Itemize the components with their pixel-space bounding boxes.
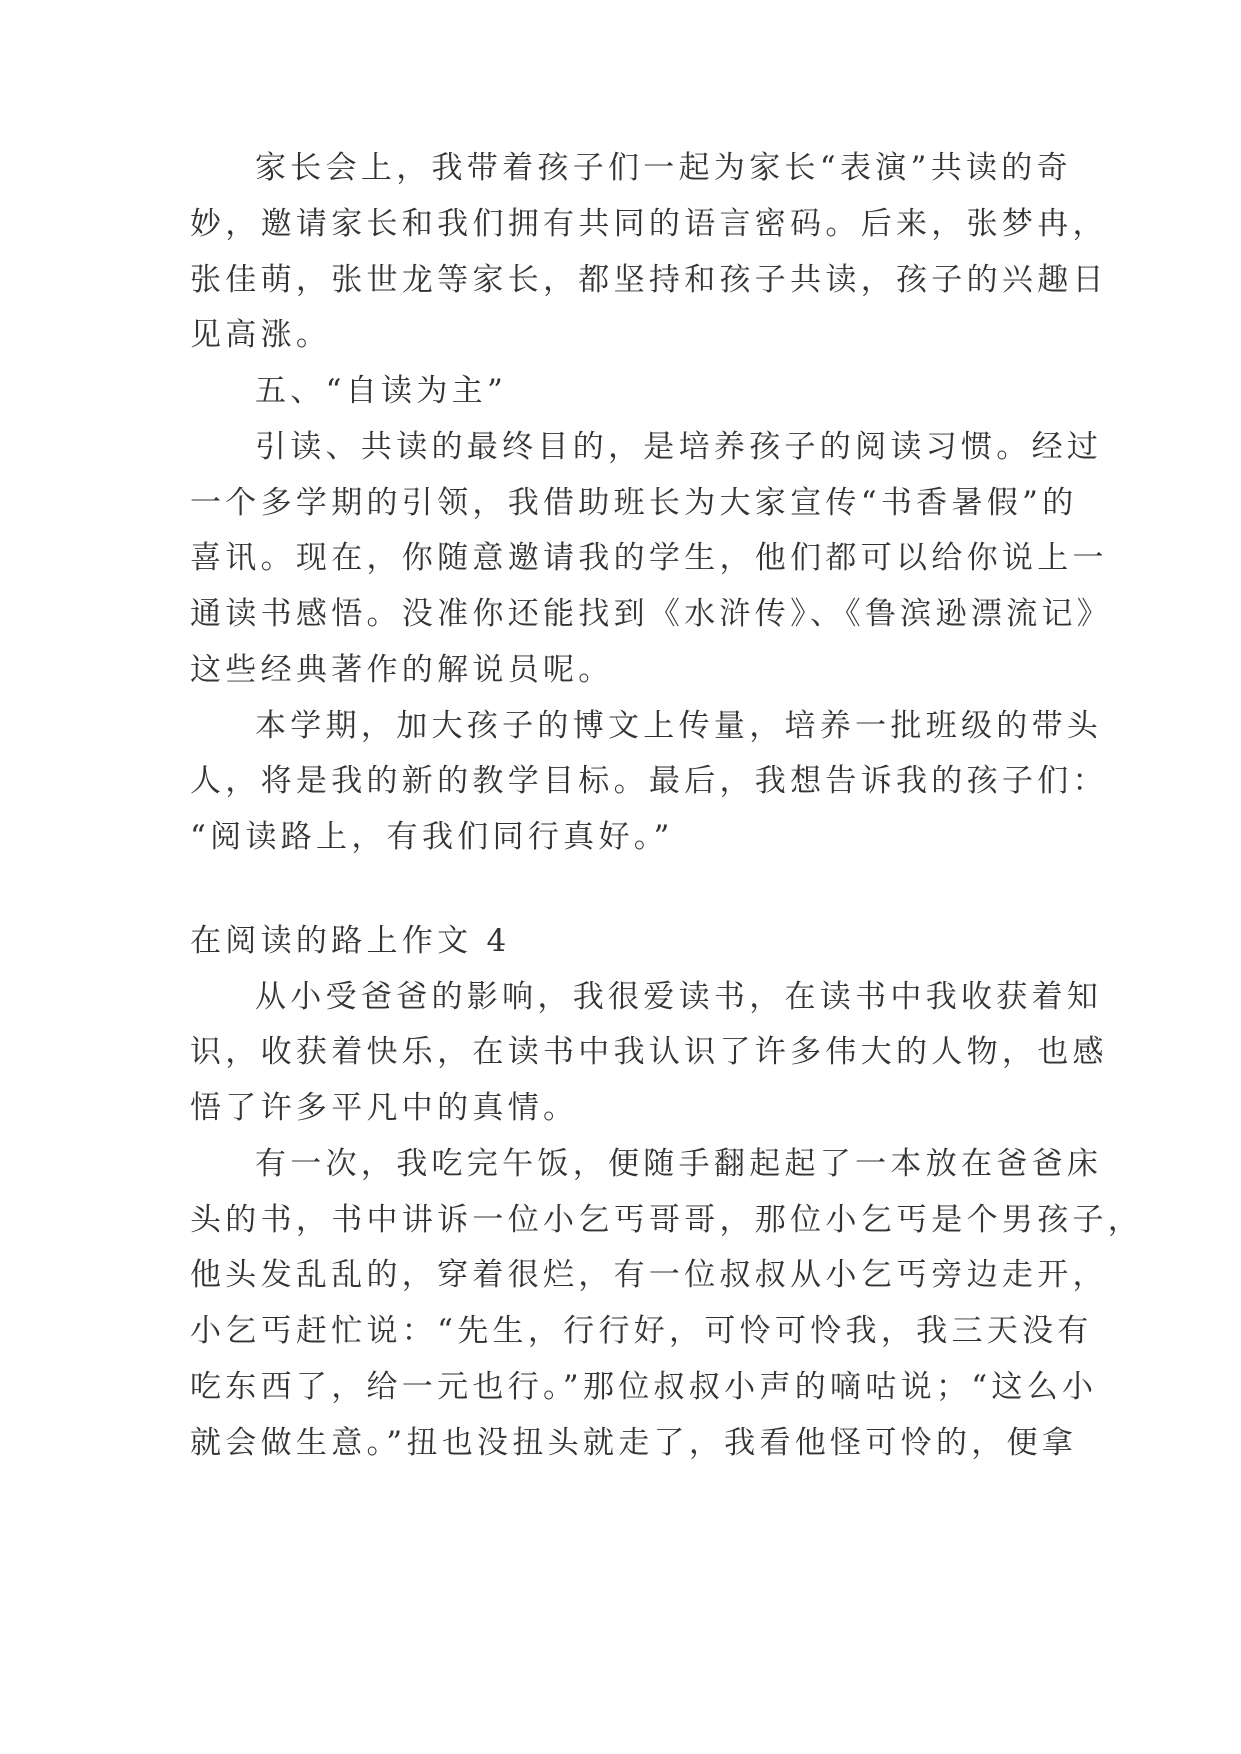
- paragraph-line: 从小受爸爸的影响，我很爱读书，在读书中我收获着知: [255, 979, 1103, 1015]
- paragraph-line: 人，将是我的新的教学目标。最后，我想告诉我的孩子们：: [190, 763, 1108, 799]
- paragraph-line: 有一次，我吃完午饭，便随手翻起起了一本放在爸爸床: [255, 1146, 1103, 1182]
- paragraph-line: 引读、共读的最终目的，是培养孩子的阅读习惯。经过: [255, 429, 1103, 465]
- paragraph-line: 吃东西了，给一元也行。”那位叔叔小声的嘀咕说；“这么小: [190, 1369, 1098, 1405]
- paragraph-line: 张佳萌，张世龙等家长，都坚持和孩子共读，孩子的兴趣日: [190, 262, 1108, 298]
- paragraph-line: 头的书，书中讲诉一位小乞丐哥哥，那位小乞丐是个男孩子，: [190, 1202, 1144, 1238]
- paragraph-line: 一个多学期的引领，我借助班长为大家宣传“书香暑假”的: [190, 485, 1078, 521]
- paragraph-line: 悟了许多平凡中的真情。: [190, 1090, 579, 1126]
- paragraph-line: 这些经典著作的解说员呢。: [190, 652, 614, 688]
- paragraph-line: 家长会上，我带着孩子们一起为家长“表演”共读的奇: [255, 150, 1072, 186]
- paragraph-line: 本学期，加大孩子的博文上传量，培养一批班级的带头: [255, 708, 1103, 744]
- paragraph-line: 见高涨。: [190, 317, 332, 353]
- section-heading: 五、“自读为主”: [255, 373, 508, 409]
- paragraph-line: 通读书感悟。没准你还能找到《水浒传》、《鲁滨逊漂流记》: [190, 596, 1113, 632]
- essay-title: 在阅读的路上作文 4: [190, 923, 511, 959]
- paragraph-line: 他头发乱乱的，穿着很烂，有一位叔叔从小乞丐旁边走开，: [190, 1257, 1108, 1293]
- paragraph-line: 小乞丐赶忙说：“先生，行行好，可怜可怜我，我三天没有: [190, 1313, 1093, 1349]
- paragraph-line: 识，收获着快乐，在读书中我认识了许多伟大的人物，也感: [190, 1034, 1108, 1070]
- paragraph-line: 就会做生意。”扭也没扭头就走了，我看他怪可怜的，便拿: [190, 1425, 1078, 1461]
- paragraph-line: “阅读路上，有我们同行真好。”: [190, 819, 674, 855]
- paragraph-line: 妙，邀请家长和我们拥有共同的语言密码。后来，张梦冉，: [190, 206, 1108, 242]
- paragraph-line: 喜讯。现在，你随意邀请我的学生，他们都可以给你说上一: [190, 540, 1108, 576]
